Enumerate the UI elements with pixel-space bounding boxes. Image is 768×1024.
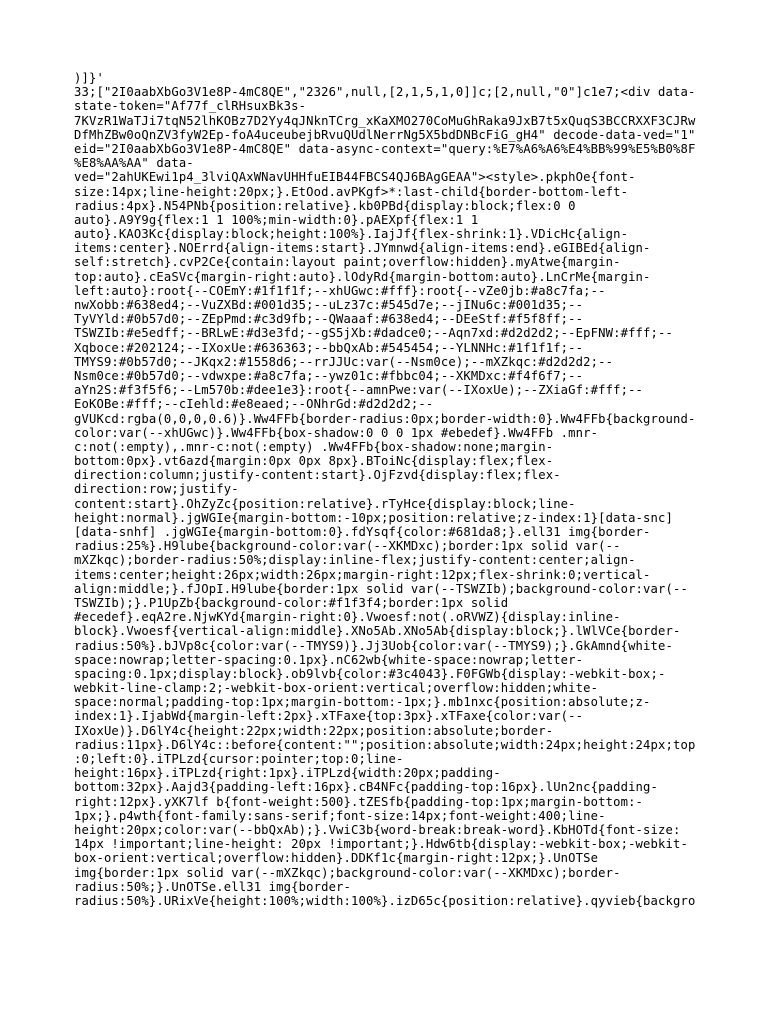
source-line bbox=[74, 936, 714, 950]
source-line: Xqboce:#202124;--IXoxUe:#636363;--bbQxAb:#545454;--YLNNHc:#1f1f1f;-- bbox=[74, 340, 584, 355]
source-line: box-orient:vertical;overflow:hidden}.DDKf1c{margin-right:12px;}.UnOTSe bbox=[74, 851, 599, 866]
source-line: index:1}.IjabWd{margin-left:2px}.xTFaxe{top:3px}.xTFaxe{color:var(-- bbox=[74, 709, 584, 724]
source-line: bottom:0px}.vt6azd{margin:0px 0px 8px}.BToiNc{display:flex;flex- bbox=[74, 454, 554, 469]
source-line: gVUKcd:rgba(0,0,0,0.6)}.Ww4FFb{border-radius:0px;border-width:0}.Ww4FFb{background- bbox=[74, 411, 696, 426]
source-line: mXZkqc);border-radius:50%;display:inline-flex;justify-content:center;align- bbox=[74, 553, 636, 568]
raw-source-text bbox=[74, 71, 714, 951]
source-line: c:not(:empty),.mnr-c:not(:empty) .Ww4FFb{box-shadow:none;margin- bbox=[74, 439, 554, 454]
source-line: 14px !important;line-height: 20px !important;}.Hdw6tb{display:-webkit-box;-webkit- bbox=[74, 837, 688, 852]
source-line: TyVYld:#0b57d0;--ZEpPmd:#c3d9fb;--QWaaaf:#638ed4;--DEeStf:#f5f8ff;-- bbox=[74, 312, 584, 327]
source-line: IXoxUe)}.D6lY4c{height:22px;width:22px;position:absolute;border- bbox=[74, 723, 554, 738]
source-line: content:start}.OhZyZc{position:relative}.rTyHce{display:block;line- bbox=[74, 496, 576, 511]
source-line: %E8%AA%AA" data- bbox=[74, 156, 194, 171]
source-line: 1px;}.p4wth{font-family:sans-serif;font-size:14px;font-weight:400;line- bbox=[74, 808, 606, 823]
source-line: eid="2I0aabXbGo3V1e8P-4mC8QE" data-async-context="query:%E7%A6%A6%E4%BB%99%E5%B0%8F bbox=[74, 141, 696, 156]
source-line: TMYS9:#0b57d0;--JKqx2:#1558d6;--rrJJUc:var(--Nsm0ce);--mXZkqc:#d2d2d2;-- bbox=[74, 354, 614, 369]
source-line: webkit-line-clamp:2;-webkit-box-orient:vertical;overflow:hidden;white- bbox=[74, 681, 599, 696]
source-line: block}.Vwoesf{vertical-align:middle}.XNo5Ab.XNo5Ab{display:block;}.lWlVCe{border- bbox=[74, 624, 681, 639]
source-line: radius:50%}.URixVe{height:100%;width:100%}.izD65c{position:relative}.qyvieb{backgro bbox=[74, 893, 696, 908]
source-line: )]}' bbox=[74, 71, 104, 85]
source-line: align:middle;}.fJOpI.H9lube{border:1px solid var(--TSWZIb);background-color:var(-- bbox=[74, 581, 688, 596]
source-line: self:stretch}.cvP2Ce{contain:layout paint;overflow:hidden}.myAtwe{margin- bbox=[74, 255, 621, 270]
source-line: :0;left:0}.iTPLzd{cursor:pointer;top:0;line- bbox=[74, 752, 404, 766]
source-line: radius:50%;}.UnOTSe.ell31 img{border- bbox=[74, 879, 352, 894]
source-line: right:12px}.yXK7lf b{font-weight:500}.tZESfb{padding-top:1px;margin-bottom:- bbox=[74, 794, 644, 809]
source-line: TSWZIb);}.P1UpZb{background-color:#f1f3f4;border:1px solid bbox=[74, 595, 509, 610]
source-line: radius:11px}.D6lY4c::before{content:"";position:absolute;width:24px;height:24px;top bbox=[74, 737, 696, 752]
source-line: left:auto}:root{--COEmY:#1f1f1f;--xhUGwc:#fff}:root{--vZe0jb:#a8c7fa;-- bbox=[74, 283, 606, 298]
source-line: direction:row;justify- bbox=[74, 482, 239, 497]
source-line: items:center;height:26px;width:26px;margin-right:12px;flex-shrink:0;vertical- bbox=[74, 567, 651, 582]
source-line: 7KVzR1WaTJi7tqN52lhKOBz7D2Yy4qJNknTCrg_xKaXMO270CoMuGhRaka9JxB7t5xQuqS3BCCRXXF3CJRw bbox=[74, 113, 696, 128]
source-line: radius:4px}.N54PNb{position:relative}.kb0PBd{display:block;flex:0 0 bbox=[74, 198, 576, 213]
source-line: size:14px;line-height:20px;}.EtOod.avPKgf>*:last-child{border-bottom-left- bbox=[74, 184, 629, 199]
source-line: height:normal}.jgWGIe{margin-bottom:-10px;position:relative;z-index:1}[data-snc] bbox=[74, 510, 673, 525]
source-line: 33;["2I0aabXbGo3V1e8P-4mC8QE","2326",null,[2,1,5,1,0]]c;[2,null,"0"]c1e7;<div data- bbox=[74, 85, 696, 100]
source-line: auto}.A9Y9g{flex:1 1 100%;min-width:0}.pAEXpf{flex:1 1 bbox=[74, 212, 479, 227]
source-line: bottom:32px}.Aajd3{padding-left:16px}.cB4NFc{padding-top:16px}.lUn2nc{padding- bbox=[74, 780, 659, 795]
source-line: radius:25%}.H9lube{background-color:var(--XKMDxc);border:1px solid var(-- bbox=[74, 539, 621, 554]
source-line: img{border:1px solid var(--mXZkqc);background-color:var(--XKMDxc);border- bbox=[74, 865, 621, 880]
source-line: DfMhZBw0oQnZV3fyW2Ep-foA4uceubejbRvuQUdlNerrNg5X5bdDNBcFiG_gH4" decode-data-ved="1" bbox=[74, 127, 696, 142]
source-line: height:20px;color:var(--bbQxAb);}.VwiC3b{word-break:break-word}.KbHOTd{font-size: bbox=[74, 822, 681, 837]
source-line: color:var(--xhUGwc)}.Ww4FFb{box-shadow:0 0 0 1px #ebedef}.Ww4FFb .mnr- bbox=[74, 425, 599, 440]
source-line: nwXobb:#638ed4;--VuZXBd:#001d35;--uLz37c:#545d7e;--jINu6c:#001d35;-- bbox=[74, 298, 584, 312]
source-line: ved="2ahUKEwi1p4_3lviQAxWNavUHHfuEIB44FBCS4QJ6BAgGEAA"><style>.pkphOe{font- bbox=[74, 170, 636, 185]
source-line bbox=[74, 908, 714, 922]
source-line: auto}.KAO3Kc{display:block;height:100%}.IajJf{flex-shrink:1}.VDicHc{align- bbox=[74, 227, 629, 242]
source-line: direction:column;justify-content:start}.OjFzvd{display:flex;flex- bbox=[74, 468, 561, 483]
source-line: Nsm0ce:#0b57d0;--vdwxpe:#a8c7fa;--ywz01c:#fbbc04;--XKMDxc:#f4f6f7;-- bbox=[74, 368, 584, 383]
source-line: TSWZIb:#e5edff;--BRLwE:#d3e3fd;--gS5jXb:#dadce0;--Aqn7xd:#d2d2d2;--EpFNW:#fff;-- bbox=[74, 326, 673, 341]
source-line: EoKOBe:#fff;--cIehld:#e8eaed;--ONhrGd:#d2d2d2;-- bbox=[74, 397, 434, 412]
source-line: #ecedef}.eqA2re.NjwKYd{margin-right:0}.Vwoesf:not(.oRVWZ){display:inline- bbox=[74, 610, 621, 625]
source-line: spacing:0.1px;display:block}.ob9lvb{color:#3c4043}.F0FGWb{display:-webkit-box;- bbox=[74, 666, 666, 681]
source-line: [data-snhf] .jgWGIe{margin-bottom:0}.fdYsqf{color:#681da8;}.ell31 img{border- bbox=[74, 525, 651, 539]
source-line: space:nowrap;letter-spacing:0.1px}.nC62wb{white-space:nowrap;letter- bbox=[74, 652, 584, 667]
source-line: items:center}.NOErrd{align-items:start}.JYmnwd{align-items:end}.eGIBEd{align- bbox=[74, 241, 651, 256]
source-line: radius:50%}.bJVp8c{color:var(--TMYS9)}.Jj3Uob{color:var(--TMYS9);}.GkAmnd{white- bbox=[74, 638, 673, 653]
source-line: top:auto}.cEaSVc{margin-right:auto}.lOdyRd{margin-bottom:auto}.LnCrMe{margin- bbox=[74, 269, 651, 284]
source-line: aYn2S:#f3f5f6;--Lm570b:#dee1e3}:root{--amnPwe:var(--IXoxUe);--ZXiaGf:#fff;-- bbox=[74, 383, 644, 398]
source-line: height:16px}.iTPLzd{right:1px}.iTPLzd{width:20px;padding- bbox=[74, 766, 501, 781]
source-line: state-token="Af77f_clRHsuxBk3s- bbox=[74, 99, 307, 114]
source-line bbox=[74, 922, 714, 936]
source-line: space:normal;padding-top:1px;margin-bottom:-1px;}.mb1nxc{position:absolute;z- bbox=[74, 695, 651, 710]
